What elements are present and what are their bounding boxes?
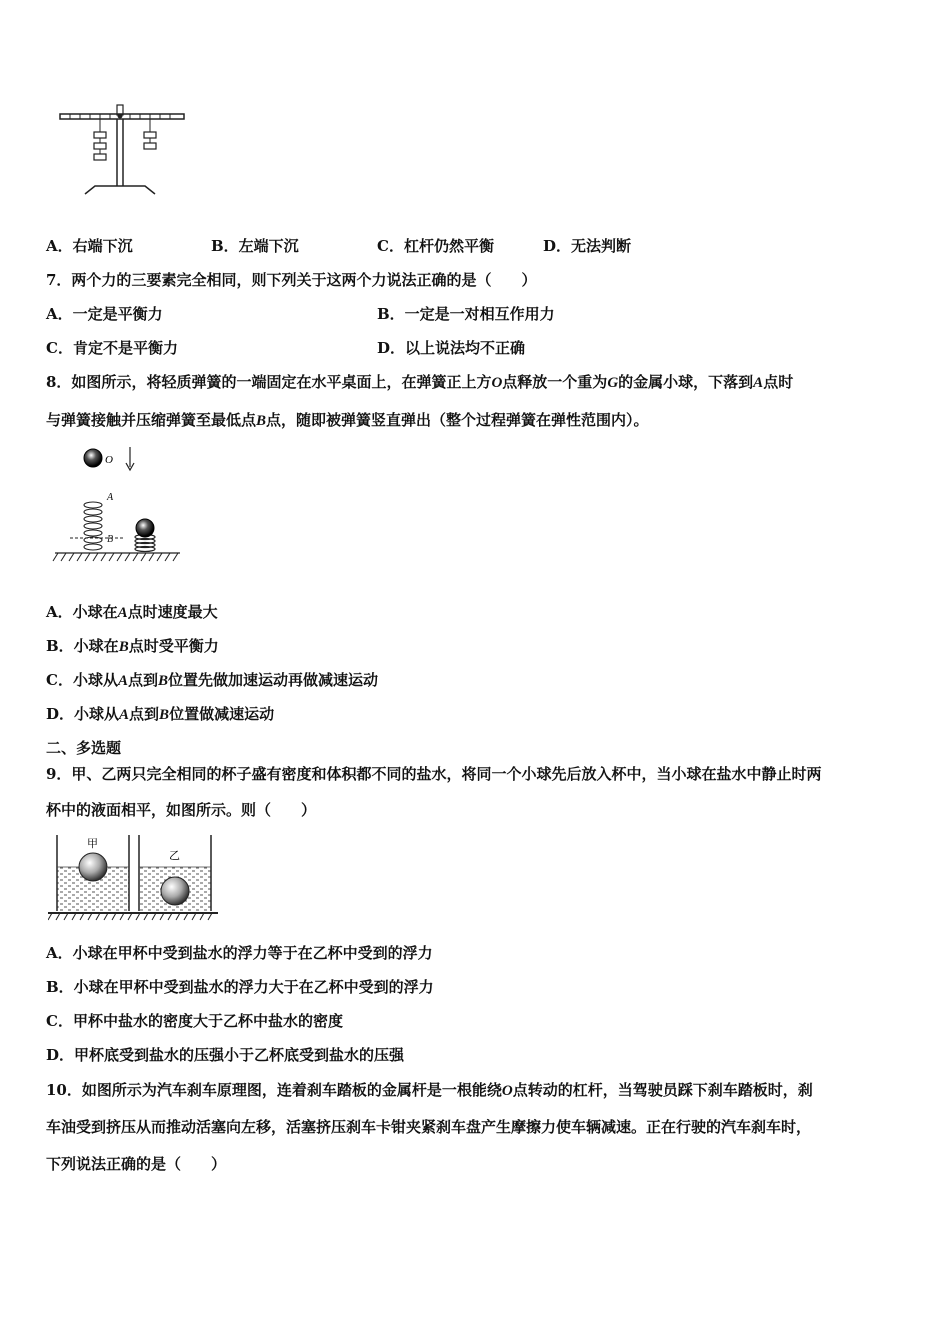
q8-option-a: A．小球在A点时速度最大	[46, 603, 218, 621]
q6-option-a: A．右端下沉	[46, 237, 133, 255]
q9-stem-line2: 杯中的液面相平，如图所示。则（ ）	[46, 801, 317, 819]
q7-option-c: C．肯定不是平衡力	[46, 339, 178, 357]
cup-label-yi: 乙	[169, 849, 180, 862]
q8-stem-line1: 8．如图所示，将轻质弹簧的一端固定在水平桌面上，在弹簧正上方O点释放一个重为G的金属小球，下落到A点时	[46, 373, 794, 391]
spring-ball-figure	[50, 443, 185, 565]
q7-stem: 7．两个力的三要素完全相同，则下列关于这两个力说法正确的是（ ）	[46, 271, 537, 289]
q10-stem-line3: 下列说法正确的是（ ）	[46, 1155, 227, 1173]
lever-balance-figure	[55, 100, 190, 198]
q9-option-c: C．甲杯中盐水的密度大于乙杯中盐水的密度	[46, 1012, 343, 1030]
q8-stem-line2: 与弹簧接触并压缩弹簧至最低点B点，随即被弹簧竖直弹出（整个过程弹簧在弹性范围内）。	[46, 411, 649, 429]
q10-stem-line2: 车油受到挤压从而推动活塞向左移，活塞挤压刹车卡钳夹紧刹车盘产生摩擦力使车辆减速。正在行驶的汽车刹车时，	[46, 1118, 812, 1136]
q9-option-b: B．小球在甲杯中受到盐水的浮力大于在乙杯中受到的浮力	[46, 978, 434, 996]
q7-option-d: D．以上说法均不正确	[377, 339, 526, 357]
q8-option-d: D．小球从A点到B位置做减速运动	[46, 705, 275, 723]
q8-option-c: C．小球从A点到B位置先做加速运动再做减速运动	[46, 671, 379, 689]
q10-stem-line1: 10．如图所示为汽车刹车原理图，连着刹车踏板的金属杆是一根能绕O点转动的杠杆，当驾驶员踩下刹车踏板时，刹	[46, 1081, 813, 1099]
label-b: B	[107, 534, 114, 545]
q9-option-d: D．甲杯底受到盐水的压强小于乙杯底受到盐水的压强	[46, 1046, 405, 1064]
q7-option-b: B．一定是一对相互作用力	[377, 305, 555, 323]
cup-label-jia: 甲	[87, 837, 98, 850]
q9-option-a: A．小球在甲杯中受到盐水的浮力等于在乙杯中受到的浮力	[46, 944, 433, 962]
cups-figure	[48, 833, 220, 925]
q9-stem-line1: 9．甲、乙两只完全相同的杯子盛有密度和体积都不同的盐水，将同一个小球先后放入杯中，当小球在盐水中静止时两	[46, 765, 822, 783]
label-o: O	[105, 454, 113, 466]
q6-option-d: D．无法判断	[543, 237, 632, 255]
q8-option-b: B．小球在B点时受平衡力	[46, 637, 219, 655]
q6-option-b: B．左端下沉	[211, 237, 299, 255]
q7-option-a: A．一定是平衡力	[46, 305, 163, 323]
label-a: A	[107, 492, 114, 503]
section-title: 二、多选题	[46, 739, 122, 757]
q6-option-c: C．杠杆仍然平衡	[377, 237, 494, 255]
